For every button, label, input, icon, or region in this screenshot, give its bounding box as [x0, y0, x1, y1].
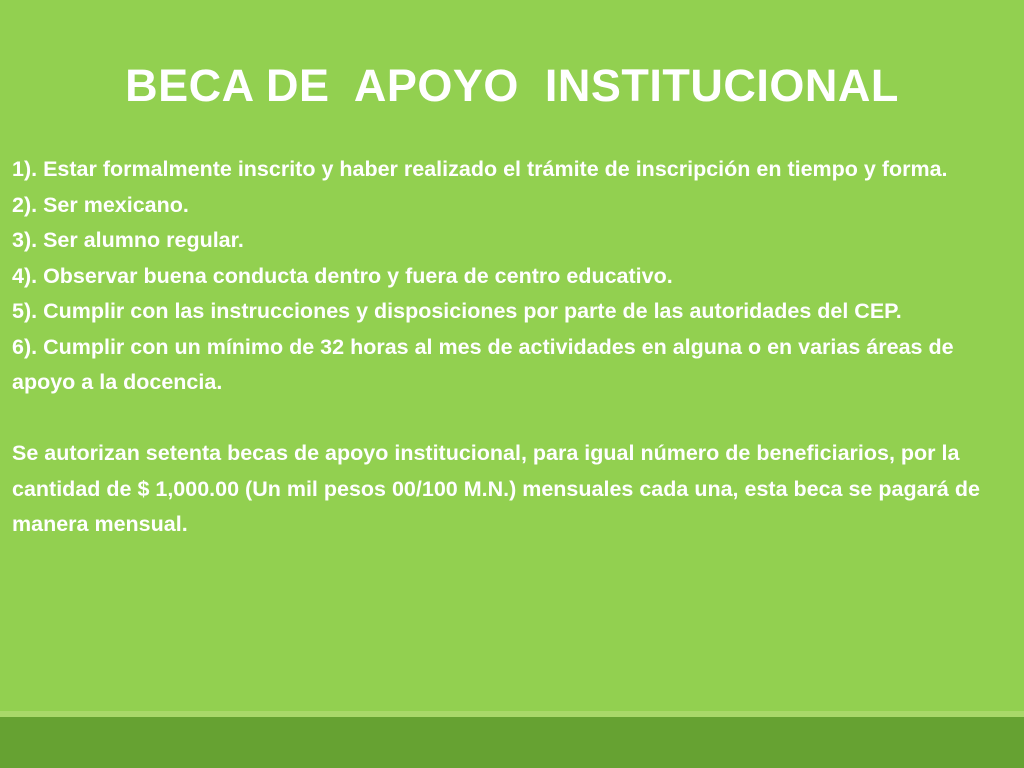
slide-title: BECA DE APOYO INSTITUCIONAL	[125, 60, 899, 111]
requirement-item-3: 3). Ser alumno regular.	[12, 228, 244, 252]
requirement-item-4: 4). Observar buena conducta dentro y fuera de centro educativo.	[12, 263, 673, 288]
requirement-item-5: 5). Cumplir con las instrucciones y disposiciones por parte de las autoridades del CEP.	[12, 299, 902, 323]
slide-body	[12, 152, 1012, 543]
requirement-item-2: 2). Ser mexicano.	[12, 192, 189, 217]
requirement-item-1: 1). Estar formalmente inscrito y haber realizado el trámite de inscripción en tiempo y forma.	[12, 157, 948, 181]
paragraph-spacer	[12, 401, 1012, 437]
requirement-item-6: 6). Cumplir con un mínimo de 32 horas al mes de actividades en alguna o en varias áreas de apoyo a la docencia.	[12, 334, 954, 394]
closing-paragraph: Se autorizan setenta becas de apoyo institucional, para igual número de beneficiarios, por la cantidad de $ 1,000.00 (Un mil pesos 00/100 M.N.) mensuales cada una, esta beca se pagará de manera mensual.	[12, 441, 980, 536]
footer-band	[0, 717, 1024, 768]
